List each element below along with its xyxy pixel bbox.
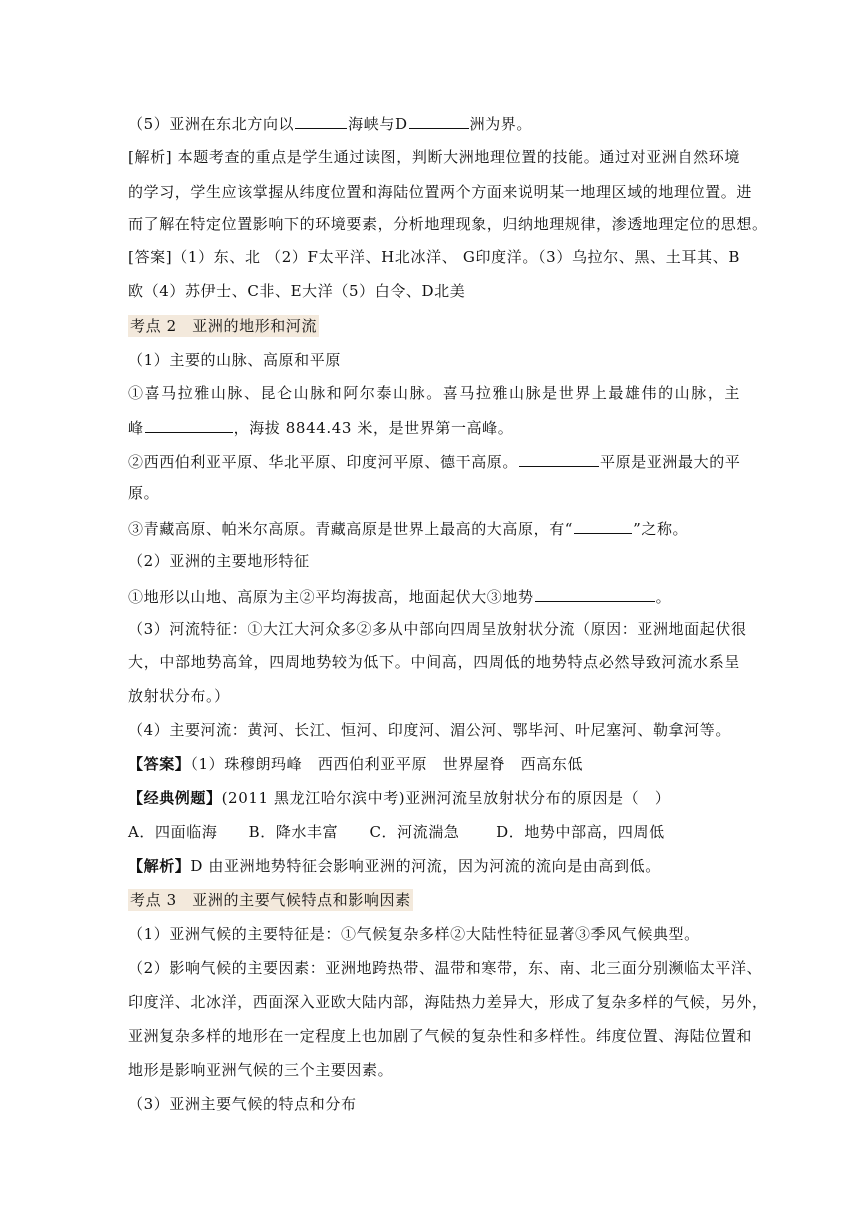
text: ②西西伯利亚平原、华北平原、印度河平原、德干高原。 [128,453,519,471]
answer-2 [128,754,740,774]
text: （5）亚洲在东北方向以 [128,115,295,133]
terrain-features-line [128,585,740,607]
answer-line-2: 欧（4）苏伊士、C非、E大洋（5）白令、D北美 [128,282,466,300]
text: 海峡与D [348,115,408,133]
example-options: A．四面临海 B．降水丰富 C．河流湍急 D．地势中部高，四周低 [128,823,665,841]
text: ，海拔 8844.43 米，是世界第一高峰。 [233,419,514,437]
example-analysis [128,856,740,876]
answer-line-1: [答案]（1）东、北 （2）F太平洋、H北冰洋、 G印度洋。（3）乌拉尔、黑、土耳其、B [128,248,740,266]
text: 。 [655,588,672,606]
fill-blank[interactable] [535,585,655,602]
fill-blank[interactable] [145,416,233,433]
climate-factors-line-3: 亚洲复杂多样的地形在一定程度上也加剧了气候的复杂性和多样性。纬度位置、海陆位置和 [128,1027,753,1045]
question-5 [128,112,740,134]
subheading-3: （3）亚洲主要气候的特点和分布 [128,1095,357,1113]
climate-factors-line-2: 印度洋、北冰洋，西面深入亚欧大陆内部，海陆热力差异大，形成了复杂多样的气候，另外， [128,993,768,1011]
analysis-line-3: 而了解在特定位置影响下的环境要素，分析地理现象，归纳地理规律，渗透地理定位的思想。 [128,215,768,233]
text: （1）珠穆朗玛峰 西西伯利亚平原 世界屋脊 西高东低 [190,755,584,773]
plains-line-cont: 原。 [128,484,160,502]
example-question [128,788,740,808]
text: ③青藏高原、帕米尔高原。青藏高原是世界上最高的大高原，有“ [128,520,574,538]
river-features-line-2: 大，中部地势高耸，四周地势较为低下。中间高，四周低的地势特点必然导致河流水系呈 [128,653,740,671]
plateau-line [128,517,740,539]
example-label: 【经典例题】 [128,789,222,807]
river-features-line-1: （3）河流特征：①大江大河众多②多从中部向四周呈放射状分流（原因：亚洲地面起伏很 [128,620,747,638]
fill-blank[interactable] [409,112,469,129]
climate-features-line: （1）亚洲气候的主要特征是：①气候复杂多样②大陆性特征显著③季风气候典型。 [128,925,700,943]
fill-blank[interactable] [519,450,599,467]
text: ①地形以山地、高原为主②平均海拔高，地面起伏大③地势 [128,588,534,606]
section-title: 考点 3 亚洲的主要气候特点和影响因素 [130,891,411,909]
analysis-line-1: [解析] 本题考查的重点是学生通过读图，判断大洲地理位置的技能。通过对亚洲自然环境 [128,148,740,166]
climate-factors-line-1: （2）影响气候的主要因素：亚洲地跨热带、温带和寒带，东、南、北三面分别濒临太平洋、 [128,959,763,977]
plains-line [128,450,740,472]
climate-factors-line-4: 地形是影响亚洲气候的三个主要因素。 [128,1061,394,1079]
text: 平原是亚洲最大的平 [600,453,741,471]
text: D 由亚洲地势特征会影响亚洲的河流，因为河流的流向是由高到低。 [190,857,661,875]
river-features-line-3: 放射状分布。） [128,687,230,705]
section-title: 考点 2 亚洲的地形和河流 [130,317,318,335]
main-rivers-line: （4）主要河流：黄河、长江、恒河、印度河、湄公河、鄂毕河、叶尼塞河、勒拿河等。 [128,721,731,739]
subheading-1: （1）主要的山脉、高原和平原 [128,351,341,369]
section-heading-3 [128,890,740,910]
mountains-line: ①喜马拉雅山脉、昆仑山脉和阿尔泰山脉。喜马拉雅山脉是世界上最雄伟的山脉，主 [128,384,740,402]
text: 峰 [128,419,144,437]
section-heading-2 [128,316,740,336]
fill-blank[interactable] [574,517,632,534]
text: (2011 黑龙江哈尔滨中考)亚洲河流呈放射状分布的原因是（ ） [221,789,671,807]
answer-label: 【答案】 [128,755,191,773]
peak-line [128,416,740,438]
text: 洲为界。 [469,115,532,133]
fill-blank[interactable] [295,112,347,129]
text: ”之称。 [633,520,689,538]
analysis-label: 【解析】 [128,857,191,875]
analysis-line-2: 的学习，学生应该掌握从纬度位置和海陆位置两个方面来说明某一地理区域的地理位置。进 [128,183,753,201]
subheading-2: （2）亚洲的主要地形特征 [128,552,310,570]
